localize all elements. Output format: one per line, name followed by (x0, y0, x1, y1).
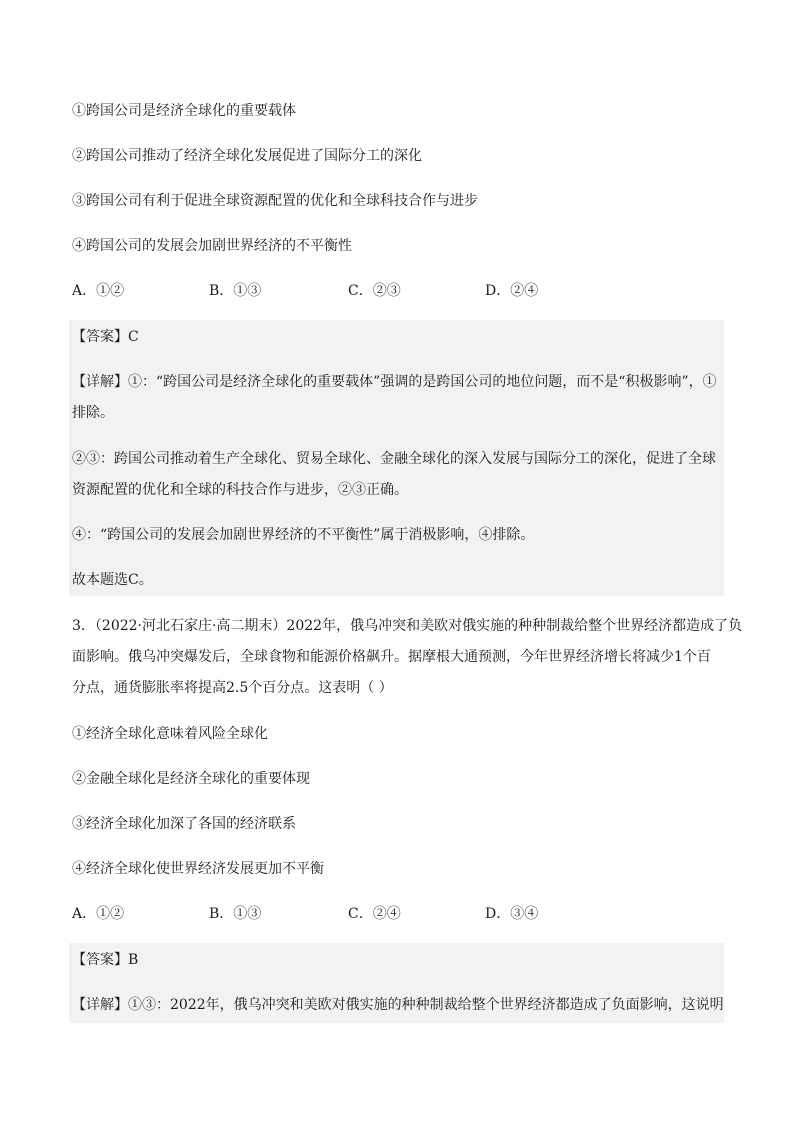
q3-option-d: D．③④ (485, 906, 539, 922)
q3-detail-line1: 【详解】①③：2022年，俄乌冲突和美欧对俄实施的种种制裁给整个世界经济都造成了负面影响，这说明 (72, 997, 724, 1013)
q2-option-d: D．②④ (485, 283, 539, 299)
q2-statement-3: ③跨国公司有利于促进全球资源配置的优化和全球科技合作与进步 (72, 193, 478, 209)
q2-conclusion: 故本题选C。 (72, 572, 153, 588)
q2-detail-1-line1: 【详解】①：“跨国公司是经济全球化的重要载体”强调的是跨国公司的地位问题，而不是“积极影响”，① (72, 374, 717, 390)
q2-statement-4: ④跨国公司的发展会加剧世界经济的不平衡性 (72, 238, 352, 254)
q2-detail-3: ④：“跨国公司的发展会加剧世界经济的不平衡性”属于消极影响，④排除。 (72, 527, 535, 543)
q2-option-a: A．①② (72, 283, 125, 299)
q3-statement-4: ④经济全球化使世界经济发展更加不平衡 (72, 861, 324, 877)
q3-stem-line2: 面影响。俄乌冲突爆发后，全球食物和能源价格飙升。据摩根大通预测，今年世界经济增长将减少1个百 (72, 649, 711, 665)
q2-detail-1-line2: 排除。 (72, 405, 114, 421)
q3-options (72, 904, 722, 924)
q2-detail-2-line2: 资源配置的优化和全球的科技合作与进步，②③正确。 (72, 482, 408, 498)
q3-statement-3: ③经济全球化加深了各国的经济联系 (72, 816, 296, 832)
q2-statement-2: ②跨国公司推动了经济全球化发展促进了国际分工的深化 (72, 148, 422, 164)
q2-option-b: B．①③ (209, 283, 262, 299)
q3-answer: 【答案】B (72, 952, 139, 968)
q2-answer: 【答案】C (72, 329, 139, 345)
q3-stem-line3: 分点，通货膨胀率将提高2.5个百分点。这表明（ ） (72, 680, 393, 696)
q2-options (72, 281, 722, 301)
q2-option-c: C．②③ (348, 283, 401, 299)
q3-option-a: A．①② (72, 906, 125, 922)
q2-detail-2-line1: ②③：跨国公司推动着生产全球化、贸易全球化、金融全球化的深入发展与国际分工的深化，促进了全球 (72, 451, 716, 467)
q3-option-b: B．①③ (209, 906, 262, 922)
q3-statement-1: ①经济全球化意味着风险全球化 (72, 726, 268, 742)
q3-option-c: C．②④ (348, 906, 401, 922)
q2-statement-1: ①跨国公司是经济全球化的重要载体 (72, 103, 296, 119)
q3-stem-line1: 3．（2022·河北石家庄·高二期末）2022年，俄乌冲突和美欧对俄实施的种种制裁给整个世界经济都造成了负 (72, 618, 743, 634)
q3-statement-2: ②金融全球化是经济全球化的重要体现 (72, 771, 310, 787)
